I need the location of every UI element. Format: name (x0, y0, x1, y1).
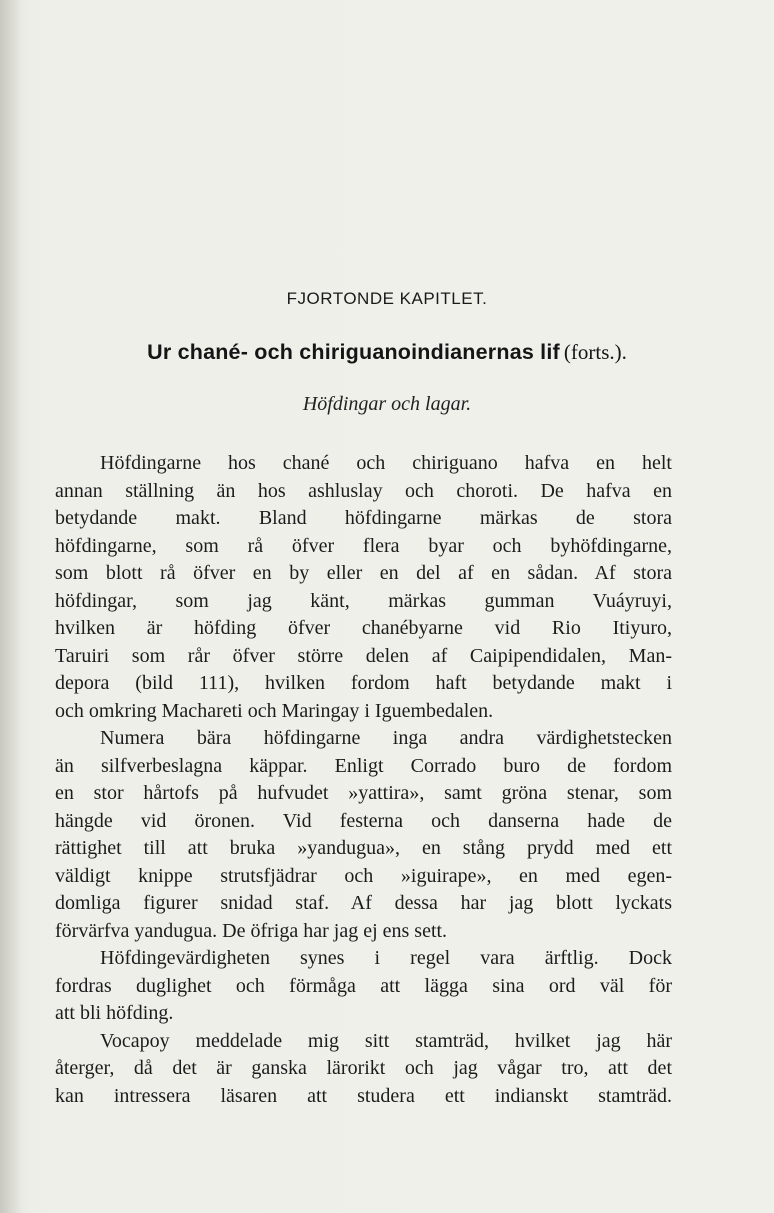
section-subtitle: Höfdingar och lagar. (302, 393, 472, 415)
text-line: att bli höfding. (55, 1002, 174, 1024)
text-line: en stor hårtofs på hufvudet »yattira», samt gröna stenar, som (55, 782, 672, 804)
section-title (0, 340, 774, 365)
text-line: fordras duglighet och förmåga att lägga sina ord väl för (55, 974, 672, 997)
text-line: Höfdingarne hos chané och chiriguano hafva en helt (100, 452, 672, 474)
text-line: hängde vid öronen. Vid festerna och danserna hade de (55, 809, 672, 832)
text-line: domliga figurer snidad staf. Af dessa har jag blott lyckats (55, 892, 672, 914)
text-line: återger, då det är ganska lärorikt och jag vågar tro, att det (55, 1057, 672, 1079)
text-line: Vocapoy meddelade mig sitt stamträd, hvilket jag här (100, 1029, 672, 1052)
section-title-suffix: (forts.). (563, 340, 627, 364)
body-text (55, 450, 672, 1110)
text-line: betydande makt. Bland höfdingarne märkas de stora (55, 507, 672, 529)
chapter-heading: FJORTONDE KAPITLET. (286, 289, 488, 308)
text-line: annan ställning än hos ashluslay och choroti. De hafva en (55, 479, 672, 502)
text-line: och omkring Machareti och Maringay i Iguembedalen. (55, 699, 494, 722)
text-line: hvilken är höfding öfver chanébyarne vid Rio Itiyuro, (55, 617, 672, 639)
text-line: Numera bära höfdingarne inga andra värdighetstecken (100, 727, 672, 749)
text-line: Taruiri som rår öfver större delen af Caipipendidalen, Man- (55, 644, 672, 667)
text-line: väldigt knippe strutsfjädrar och »iguirape», en med egen- (55, 864, 672, 887)
text-line: depora (bild 111), hvilken fordom haft betydande makt i (55, 672, 672, 694)
text-line: än silfverbeslagna käppar. Enligt Corrado buro de fordom (55, 754, 672, 777)
text-line: förvärfva yandugua. De öfriga har jag ej ens sett. (55, 919, 448, 942)
text-line: Höfdingevärdigheten synes i regel vara ärftlig. Dock (100, 947, 672, 969)
text-line: rättighet till att bruka »yandugua», en stång prydd med ett (55, 837, 672, 859)
text-line: kan intressera läsaren att studera ett indianskt stamträd. (55, 1084, 672, 1107)
text-line: höfdingar, som jag känt, märkas gumman Vuáyruyi, (55, 589, 672, 612)
section-title-main: Ur chané- och chiriguanoindianernas lif (147, 340, 560, 364)
page-gutter-shadow (0, 0, 22, 1213)
text-line: som blott rå öfver en by eller en del af en sådan. Af stora (55, 562, 672, 584)
text-line: höfdingarne, som rå öfver flera byar och byhöfdingarne, (55, 534, 672, 557)
